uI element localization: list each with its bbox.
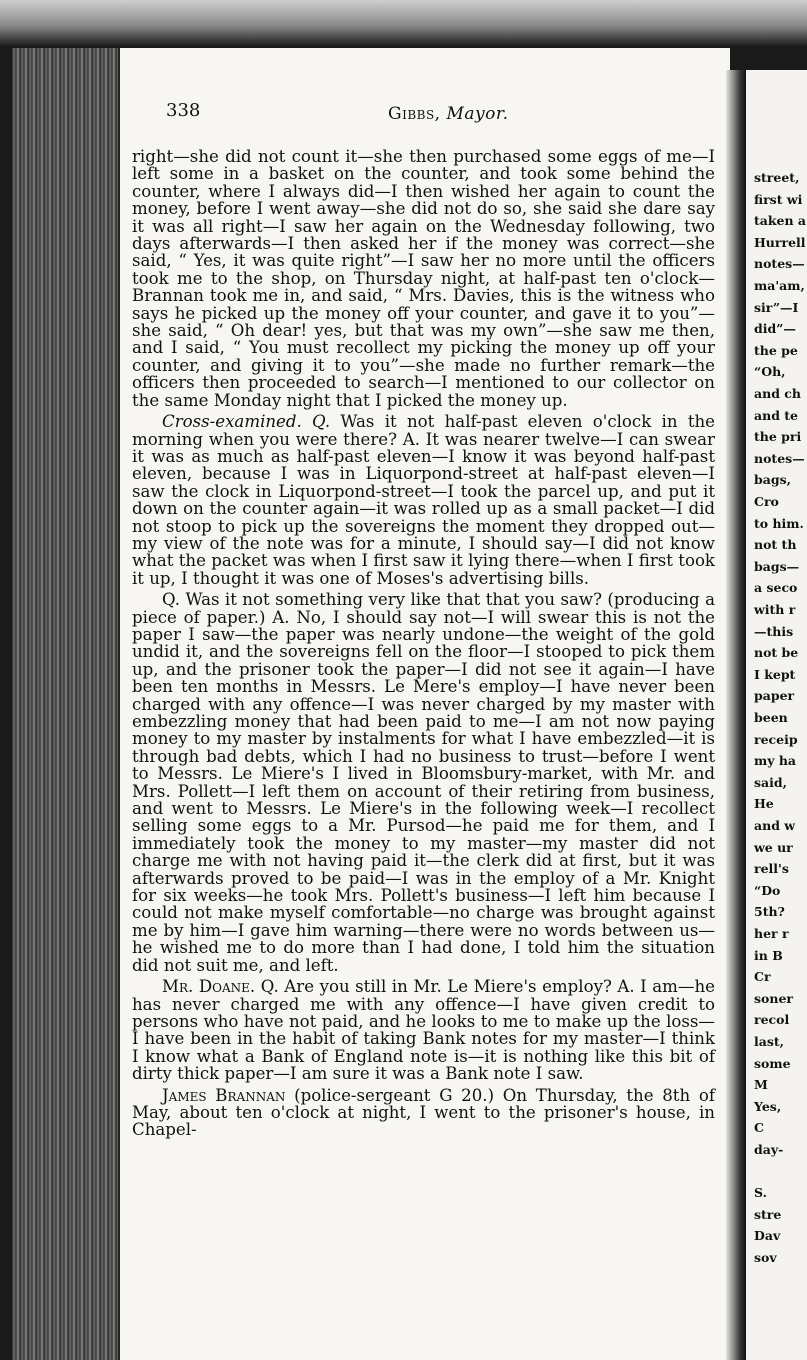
adjacent-page-fragment: to him. — [754, 515, 804, 531]
adjacent-page-fragment: with r — [754, 602, 796, 617]
adjacent-page-fragment: some — [754, 1055, 791, 1071]
adjacent-page-fragment: Cro — [754, 494, 779, 509]
paragraph-4-text: Q. Are you still in Mr. Le Miere's employ? A. I am—he has never charged me with any offence—I have given credit to persons who have not paid, and he looks to me to make up the loss—I have been in the habit of taking Bank notes for my master—I think I know what a Bank of England note is—it is nothing like this bit of dirty thick paper—I am sure it was a Bank note I saw. — [132, 977, 716, 1084]
adjacent-page-fragment: day- — [754, 1142, 784, 1157]
adjacent-page-fragment: and ch — [754, 386, 801, 401]
page-header — [166, 100, 716, 130]
paragraph-2-lead: Cross-examined. Q. — [162, 412, 331, 432]
adjacent-page-fragment: Hurrell — [754, 234, 806, 250]
adjacent-page-fragment: Cr — [754, 969, 771, 985]
adjacent-page-fragment: did”— — [754, 321, 796, 337]
adjacent-page-fragment: M — [754, 1077, 768, 1093]
adjacent-page-fragment: rell's — [754, 861, 789, 877]
adjacent-page-fragment: Dav — [754, 1228, 781, 1244]
paragraph-5-text: (police-sergeant G 20.) On Thursday, the 8th of May, about ten o'clock at night, I went to the prisoner's house, in Chapel- — [132, 1085, 716, 1140]
adjacent-page-fragment: ma'am, — [754, 278, 805, 293]
adjacent-page-fragment: taken a — [754, 213, 807, 229]
paragraph-5-lead: James Brannan — [162, 1085, 286, 1105]
adjacent-page-fragment: receip — [754, 731, 798, 747]
adjacent-page-fragment: the pe — [754, 342, 798, 358]
scanner-background — [0, 0, 807, 46]
paragraph-3-text: Q. Was it not something very like that that you saw? (producing a piece of paper.) A. No, I should say not—I will swear this is not the paper I saw—the paper was nearly undone—the weight of the gold undid it, and the sovereigns fell on the floor—I stooped to pick them up, and the prisoner took the paper—I did not see it again—I have been ten months in Messrs. Le Mere's employ—I have never been charged with any offence—I was never charged by my master with embezzling money that had been paid to me—I am not now paying money to my master by instalments for what I have embezzled—it is through bad debts, which I had no business to trust—before I went to Messrs. Le Miere's I lived in Bloomsbury-market, with Mr. and Mrs. Pollett—I left them on account of their retiring from business, and went to Messrs. Le Miere's in the following week—I recollect selling some eggs to a Mr. Pursod—he paid me for them, and I immediately took the money to my master—my master did not charge me with not having paid it—the clerk did at first, but it was afterwards proved to be paid—I was in the employ of a Mr. Knight for six weeks—he took Mrs. Pollett's business—I left him because I could not make myself comfortable—no charge was brought against me by him—I gave him warning—there were no words between us—he wished me to do more than I had done, I told him the situation did not suit me, and left. — [132, 590, 715, 975]
adjacent-page-fragment: we ur — [754, 839, 793, 855]
running-head-name: Gibbs, — [388, 104, 441, 124]
adjacent-page-fragment: not be — [754, 645, 799, 661]
adjacent-page-fragment: S. — [754, 1185, 767, 1201]
adjacent-page-fragment: soner — [754, 990, 794, 1006]
adjacent-page-fragment: first wi — [754, 191, 803, 207]
paragraph-2-text: Was it not half-past eleven o'clock in the morning when you were there? A. It was nearer twelve—I can swear it was as much as half-past eleven—I know it was beyond half-past eleven, because I was in Liquorpond-street at half-past eleven—I saw the clock in Liquorpond-street—I took the parcel up, and put it down on the counter again—it was rolled up as a small packet—I did not stoop to pick up the sovereigns the moment they dropped out—my view of the note was for a minute, I should say—I did not know what the packet was when I first saw it lying there—when I first took it up, I thought it was one of Moses's advertising bills. — [132, 412, 715, 588]
adjacent-page-fragment: street, — [754, 170, 800, 185]
book-page-edges — [12, 48, 120, 1360]
paragraph-3 — [132, 591, 715, 974]
adjacent-page-fragment: notes— — [754, 450, 805, 466]
adjacent-page-fragment: last, — [754, 1034, 785, 1049]
adjacent-page-fragment: paper — [754, 688, 795, 704]
adjacent-page-fragment: sov — [754, 1250, 777, 1265]
adjacent-page-fragment: “Do — [754, 882, 781, 898]
adjacent-page-fragment: and te — [754, 407, 799, 423]
adjacent-page-fragment: her r — [754, 926, 789, 941]
adjacent-page-fragment: “Oh, — [754, 364, 786, 380]
adjacent-page-fragment: —this — [754, 623, 794, 639]
adjacent-page-fragment: a seco — [754, 580, 798, 596]
adjacent-page-fragment: been — [754, 710, 788, 725]
adjacent-page-fragment: C — [754, 1120, 764, 1136]
adjacent-page-fragment: notes— — [754, 256, 805, 272]
book-gutter — [726, 70, 746, 1360]
adjacent-page-fragment: I kept — [754, 666, 796, 682]
adjacent-page-fragment: He — [754, 796, 774, 812]
adjacent-page-fragment: said, — [754, 774, 787, 790]
adjacent-page-fragment: not th — [754, 537, 797, 553]
running-head — [388, 104, 509, 124]
paragraph-1 — [132, 148, 715, 409]
adjacent-page-fragment: 5th? — [754, 904, 785, 920]
adjacent-page-fragment: and w — [754, 818, 796, 833]
paragraph-4-lead: Mr. Doane. — [162, 977, 256, 997]
adjacent-page-fragment: the pri — [754, 429, 802, 445]
adjacent-page-fragment: in B — [754, 947, 783, 963]
adjacent-page-fragment: bags, — [754, 472, 791, 488]
adjacent-page-fragment: recol — [754, 1012, 790, 1028]
page-number: 338 — [166, 100, 201, 121]
running-head-title: Mayor. — [446, 104, 509, 124]
paragraph-4 — [132, 978, 715, 1082]
adjacent-page — [746, 70, 807, 1360]
adjacent-page-fragment: bags— — [754, 558, 800, 574]
adjacent-page-fragment: stre — [754, 1206, 782, 1222]
adjacent-page-fragment: sir”—I — [754, 299, 799, 315]
adjacent-page-fragment: my ha — [754, 753, 797, 769]
paragraph-5 — [132, 1087, 715, 1139]
body-text — [132, 148, 715, 1143]
paragraph-1-text: right—she did not count it—she then purchased some eggs of me—I left some in a basket on the counter, and took some behind the counter, where I always did—I then wished her again to count the money, before I went away—she did not do so, she said she dare say it was all right—I saw her again on the Wednesday following, two days afterwards—I then asked her if the money was correct—she said, “ Yes, it was quite right”—I saw her no more until the officers took me to the shop, on Thursday night, at half-past ten o'clock—Brannan took me in, and said, “ Mrs. Davies, this is the witness who says he picked up the money off your counter, and gave it to you”—she said, “ Oh dear! yes, but that was my own”—she saw me then, and I said, “ You must recollect my picking the money up off your counter, and giving it to you”—she made no further remark—the officers then proceeded to search—I mentioned to our collector on the same Monday night that I picked the money up. — [132, 147, 715, 410]
adjacent-page-fragment: Yes, — [754, 1098, 782, 1114]
paragraph-2 — [132, 413, 715, 587]
